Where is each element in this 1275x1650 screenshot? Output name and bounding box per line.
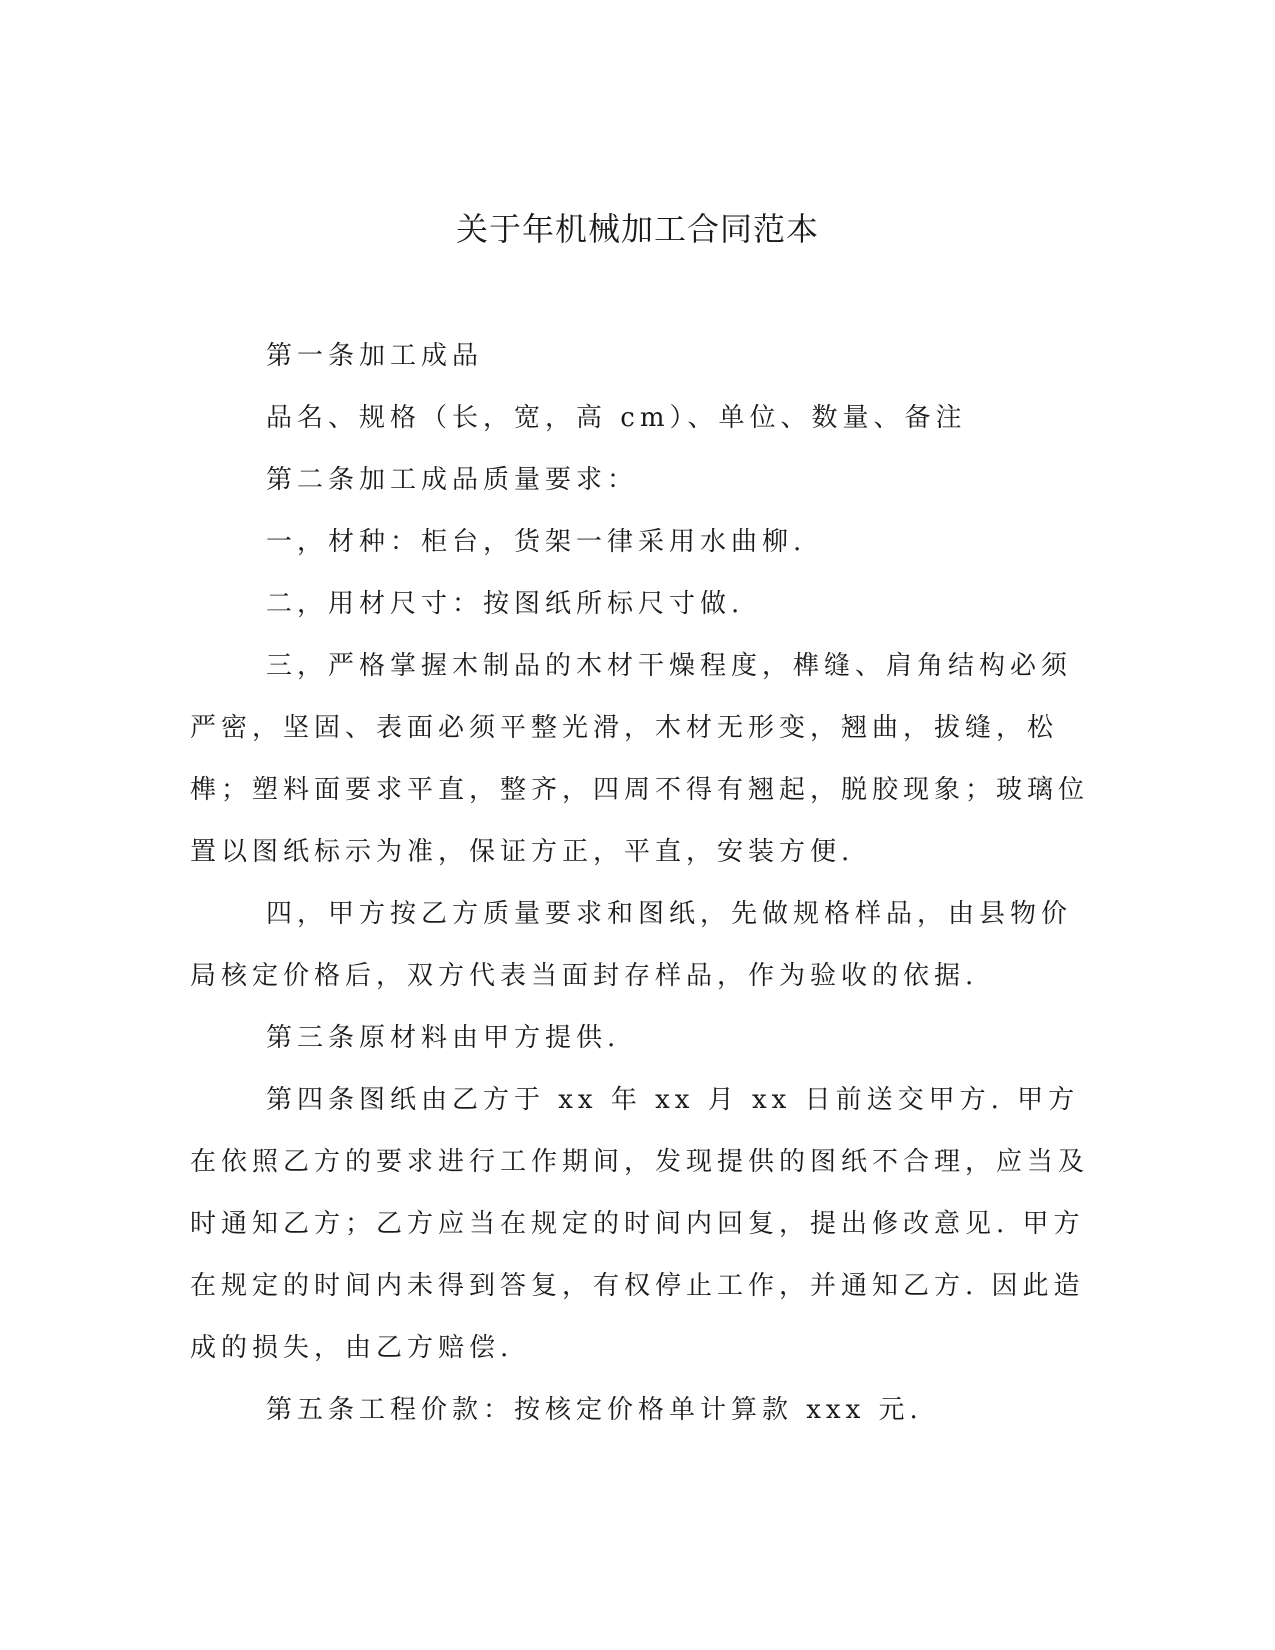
quality-item-3: 三，严格掌握木制品的木材干燥程度，榫缝、肩角结构必须严密，坚固、表面必须平整光滑，木材无形变，翘曲，拔缝，松榫；塑料面要求平直，整齐，四周不得有翘起，脱胶现象；玻璃位置以图纸标示为准，保证方正，平直，安装方便. (190, 651, 1090, 867)
clause-1-heading: 第一条加工成品 (266, 341, 484, 371)
document-body (190, 325, 1090, 1441)
clause-5: 第五条工程价款：按核定价格单计算款 xxx 元. (266, 1395, 923, 1425)
document-title: 关于年机械加工合同范本 (455, 210, 819, 248)
quality-item-4: 四，甲方按乙方质量要求和图纸，先做规格样品，由县物价局核定价格后，双方代表当面封存样品，作为验收的依据. (190, 899, 1073, 991)
clause-4: 第四条图纸由乙方于 xx 年 xx 月 xx 日前送交甲方. 甲方在依照乙方的要求进行工作期间，发现提供的图纸不合理，应当及时通知乙方；乙方应当在规定的时间内回复，提出修改意见. 甲方在规定的时间内未得到答复，有权停止工作，并通知乙方. 因此造成的损失，由乙方赔偿. (190, 1085, 1090, 1363)
clause-3: 第三条原材料由甲方提供. (266, 1023, 621, 1053)
quality-item-2: 二，用材尺寸：按图纸所标尺寸做. (266, 589, 745, 619)
product-spec-line: 品名、规格（长，宽，高 cm）、单位、数量、备注 (266, 403, 967, 433)
clause-2-heading: 第二条加工成品质量要求： (266, 465, 639, 495)
quality-item-1: 一，材种：柜台，货架一律采用水曲柳. (266, 527, 807, 557)
